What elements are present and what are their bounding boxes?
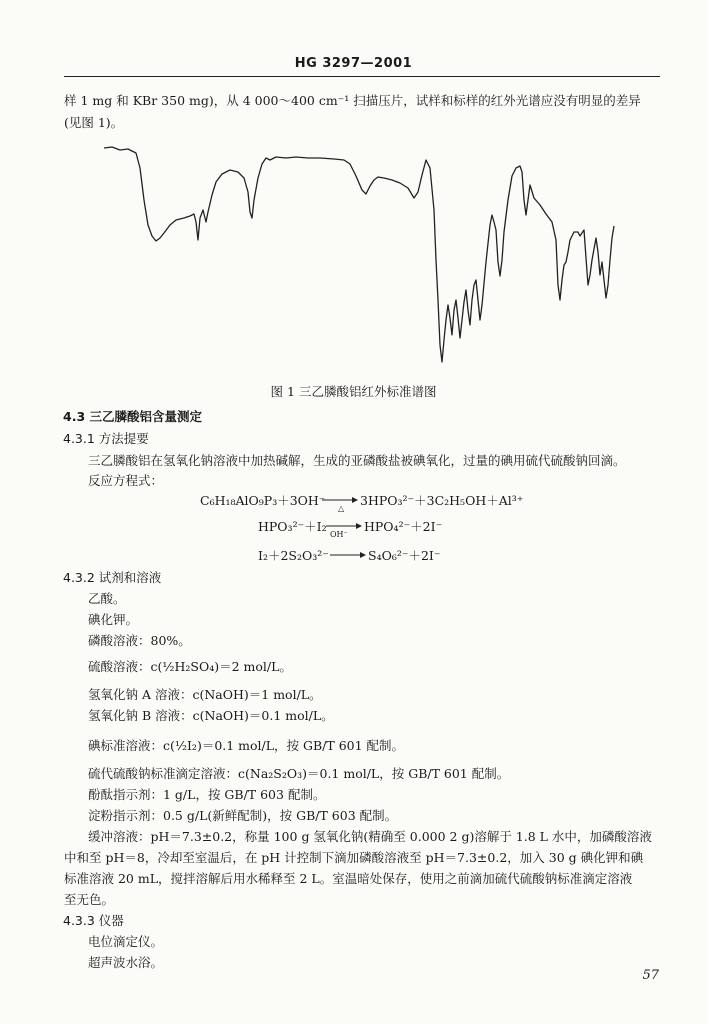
equation-2-condition: OH⁻: [330, 530, 348, 539]
reagent-item: 碘化钾。: [88, 612, 139, 627]
buffer-solution-line-1: 缓冲溶液：pH＝7.3±0.2，称量 100 g 氢氧化钠(精确至 0.000 2 g)溶解于 1.8 L 水中，加磷酸溶液: [88, 829, 652, 844]
equation-3-rhs: S₄O₆²⁻＋2I⁻: [368, 548, 441, 563]
reagent-item: 硫酸溶液：c(½H₂SO₄)＝2 mol/L。: [88, 659, 292, 674]
reagent-item: 氢氧化钠 B 溶液：c(NaOH)＝0.1 mol/L。: [88, 708, 334, 723]
instrument-item: 电位滴定仪。: [88, 934, 164, 949]
section-4-3-1-title: 4.3.1 方法提要: [63, 431, 149, 446]
reagent-item: 硫代硫酸钠标准滴定溶液：c(Na₂S₂O₃)＝0.1 mol/L，按 GB/T 601 配制。: [88, 766, 510, 781]
reagent-item: 淀粉指示剂：0.5 g/L(新鲜配制)，按 GB/T 603 配制。: [88, 808, 398, 823]
page-header: HG 3297—2001: [294, 56, 413, 71]
section-4-3-title-text: 4.3 三乙膦酸铝含量测定: [63, 409, 202, 424]
buffer-solution-line-2: 中和至 pH＝8，冷却至室温后，在 pH 计控制下滴加磷酸溶液至 pH＝7.3±0.2，加入 30 g 碘化钾和碘: [64, 850, 644, 865]
page-number: 57: [642, 968, 659, 983]
section-4-3-3-title: 4.3.3 仪器: [63, 913, 124, 928]
section-4-3-2-title: 4.3.2 试剂和溶液: [63, 570, 162, 585]
equation-1-rhs: 3HPO₃²⁻＋3C₂H₅OH＋Al³⁺: [360, 493, 524, 508]
figure-caption: 图 1 三乙膦酸铝红外标准谱图: [270, 384, 437, 399]
intro-line-2: (见图 1)。: [64, 115, 124, 130]
instrument-item: 超声波水浴。: [88, 955, 164, 970]
reagent-item: 磷酸溶液：80%。: [88, 633, 191, 648]
intro-line-1: 样 1 mg 和 KBr 350 mg)，从 4 000～400 cm⁻¹ 扫描压片，试样和标样的红外光谱应没有明显的差异: [64, 93, 641, 108]
equation-3-lhs: I₂＋2S₂O₃²⁻: [258, 548, 329, 563]
method-summary-text: 三乙膦酸铝在氢氧化钠溶液中加热碱解，生成的亚磷酸盐被碘氧化，过量的碘用硫代硫酸钠回滴。: [88, 453, 626, 468]
reagent-item: 氢氧化钠 A 溶液：c(NaOH)＝1 mol/L。: [88, 687, 322, 702]
equation-1-lhs: C₆H₁₈AlO₉P₃＋3OH⁻: [200, 493, 326, 508]
reaction-label: 反应方程式：: [88, 473, 164, 488]
buffer-solution-line-4: 至无色。: [64, 892, 115, 907]
equation-1-condition: △: [338, 504, 345, 513]
reagent-item: 乙酸。: [88, 591, 126, 606]
equation-2-lhs: HPO₃²⁻＋I₂: [258, 519, 327, 534]
equation-2-rhs: HPO₄²⁻＋2I⁻: [364, 519, 443, 534]
reagent-item: 碘标准溶液：c(½I₂)＝0.1 mol/L，按 GB/T 601 配制。: [88, 738, 405, 753]
buffer-solution-line-3: 标准溶液 20 mL，搅拌溶解后用水稀释至 2 L。室温暗处保存，使用之前滴加硫代硫酸钠标准滴定溶液: [64, 871, 633, 886]
reagent-item: 酚酞指示剂：1 g/L，按 GB/T 603 配制。: [88, 787, 326, 802]
